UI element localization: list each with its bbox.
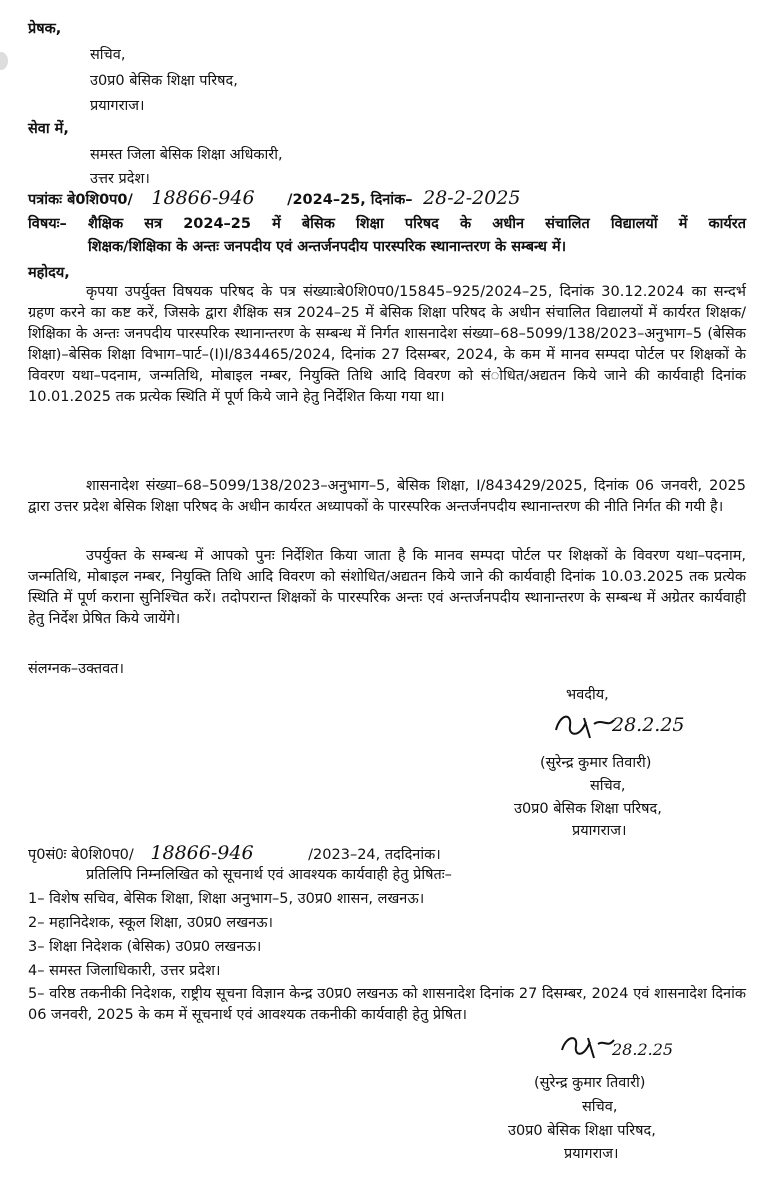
enclosure-note: संलग्नक–उक्तवत। [28, 661, 124, 677]
copy-item: 4– समस्त जिलाधिकारी, उत्तर प्रदेश। [28, 963, 221, 979]
handwritten-copy-number: 18866-946 [150, 842, 254, 864]
copy-ref-prefix: पृ0सं0ः बे0शि0प0/ [28, 847, 134, 863]
letter-reference [28, 187, 521, 209]
copy-item: 3– शिक्षा निदेशक (बेसिक) उ0प्र0 लखनऊ। [28, 939, 262, 955]
handwritten-letter-date: 28-2-2025 [423, 187, 521, 209]
signature-date: 28.2.25 [612, 714, 685, 736]
recipient-line: उत्तर प्रदेश। [90, 171, 150, 187]
signatory-organisation: उ0प्र0 बेसिक शिक्षा परिषद, [514, 801, 662, 817]
subject-label: विषयः– [28, 216, 67, 232]
recipient-line: समस्त जिला बेसिक शिक्षा अधिकारी, [90, 147, 283, 163]
copy-intro: प्रतिलिपि निम्नलिखित को सूचनार्थ एवं आवश्यक कार्यवाही हेतु प्रेषितः– [86, 867, 452, 883]
ref-prefix: पत्रांकः बे0शि0प0/ [28, 192, 133, 208]
body-paragraph-3: उपर्युक्त के सम्बन्ध में आपको पुनः निर्देशित किया जाता है कि मानव सम्पदा पोर्टल पर शिक्षकों के विवरण यथा–पदनाम, जन्मतिथि, मोबाइल नम्बर, नियुक्ति तिथि आदि विवरण को संशोधित/अद्यतन किये जाने की कार्यवाही दिनांक 10.03.2025 तक प्रत्येक स्थिति में पूर्ण कराना सुनिश्चित करें। तदोपरान्त शिक्षकों के पारस्परिक अन्तः एवं अन्तर्जनपदीय स्थानान्तरण के सम्बन्ध में अग्रेतर कार्यवाही हेतु निर्देश प्रेषित किये जायेंगे। [28, 548, 746, 627]
subject-line-1: शैक्षिक सत्र 2024–25 में बेसिक शिक्षा परिषद के अधीन संचालित विद्यालयों में कार्यरत [88, 216, 746, 232]
sender-label: प्रेषक, [28, 21, 62, 37]
signatory-organisation: उ0प्र0 बेसिक शिक्षा परिषद, [508, 1123, 656, 1139]
body-paragraph-1: कृपया उपर्युक्त विषयक परिषद के पत्र संख्याःबे0शि0प0/15845–925/2024–25, दिनांक 30.12.2024 का सन्दर्भ ग्रहण करने का कष्ट करें, जिसके द्वारा शैक्षिक सत्र 2024–25 में बेसिक शिक्षा परिषद के अधीन संचालित विद्यालयों में कार्यरत शिक्षक/शिक्षिका के अन्तः जनपदीय पारस्परिक स्थानान्तरण के सम्बन्ध में निर्गत शासनादेश संख्या–68–5099/138/2023–अनुभाग–5 (बेसिक शिक्षा)–बेसिक शिक्षा विभाग–पार्ट–(I)I/834465/2024, दिनांक 27 दिसम्बर, 2024, के कम में मानव सम्पदा पोर्टल पर शिक्षकों के विवरण यथा–पदनाम, जन्मतिथि, मोबाइल नम्बर, नियुक्ति तिथि आदि विवरण को संोधित/अद्यतन किये जाने की कार्यवाही दिनांक 10.01.2025 तक प्रत्येक स्थिति में पूर्ण किये जाने हेतु निर्देशित किया गया था। [28, 284, 746, 405]
punch-hole-mark [0, 52, 8, 70]
copy-item-5: 5– वरिष्ठ तकनीकी निदेशक, राष्ट्रीय सूचना विज्ञान केन्द्र उ0प्र0 लखनऊ को शासनादेश दिनांक 27 दिसम्बर, 2024 एवं शासनादेश दिनांक 06 जनवरी, 2025 के कम में सूचनार्थ एवं आवश्यक तकनीकी कार्यवाही हेतु प्रेषित। [28, 986, 746, 1023]
signatory-city: प्रयागराज। [572, 823, 627, 839]
copy-item: 2– महानिदेशक, स्कूल शिक्षा, उ0प्र0 लखनऊ। [28, 915, 274, 931]
signatory-designation: सचिव, [582, 1099, 618, 1115]
salutation: महोदय, [28, 265, 70, 281]
handwritten-letter-number: 18866-946 [151, 187, 255, 209]
recipient-label: सेवा में, [28, 121, 69, 137]
signature-date: 28.2.25 [612, 1040, 674, 1059]
copy-ref-suffix: /2023–24, तददिनांक। [308, 847, 441, 863]
signature-mark [556, 1030, 616, 1064]
signature-mark [550, 708, 620, 744]
sender-line: उ0प्र0 बेसिक शिक्षा परिषद, [90, 73, 238, 89]
signatory-name: (सुरेन्द्र कुमार तिवारी) [534, 1075, 646, 1091]
sender-line: सचिव, [90, 47, 126, 63]
sender-line: प्रयागराज। [90, 98, 145, 114]
copy-item: 1– विशेष सचिव, बेसिक शिक्षा, शिक्षा अनुभाग–5, उ0प्र0 शासन, लखनऊ। [28, 891, 425, 907]
ref-suffix: /2024–25, दिनांक– [287, 192, 413, 208]
copy-reference [28, 842, 441, 864]
signatory-designation: सचिव, [590, 778, 626, 794]
body-paragraph-2: शासनादेश संख्या–68–5099/138/2023–अनुभाग–5, बेसिक शिक्षा, I/843429/2025, दिनांक 06 जनवरी, 2025 द्वारा उत्तर प्रदेश बेसिक शिक्षा परिषद के अधीन कार्यरत अध्यापकों के पारस्परिक अन्तर्जनपदीय स्थानान्तरण की नीति निर्गत की गयी है। [28, 478, 746, 515]
subject-line-2: शिक्षक/शिक्षिका के अन्तः जनपदीय एवं अन्तर्जनपदीय पारस्परिक स्थानान्तरण के सम्बन्ध में। [88, 239, 567, 255]
signatory-name: (सुरेन्द्र कुमार तिवारी) [540, 755, 652, 771]
closing: भवदीय, [566, 687, 609, 703]
signatory-city: प्रयागराज। [564, 1146, 619, 1162]
